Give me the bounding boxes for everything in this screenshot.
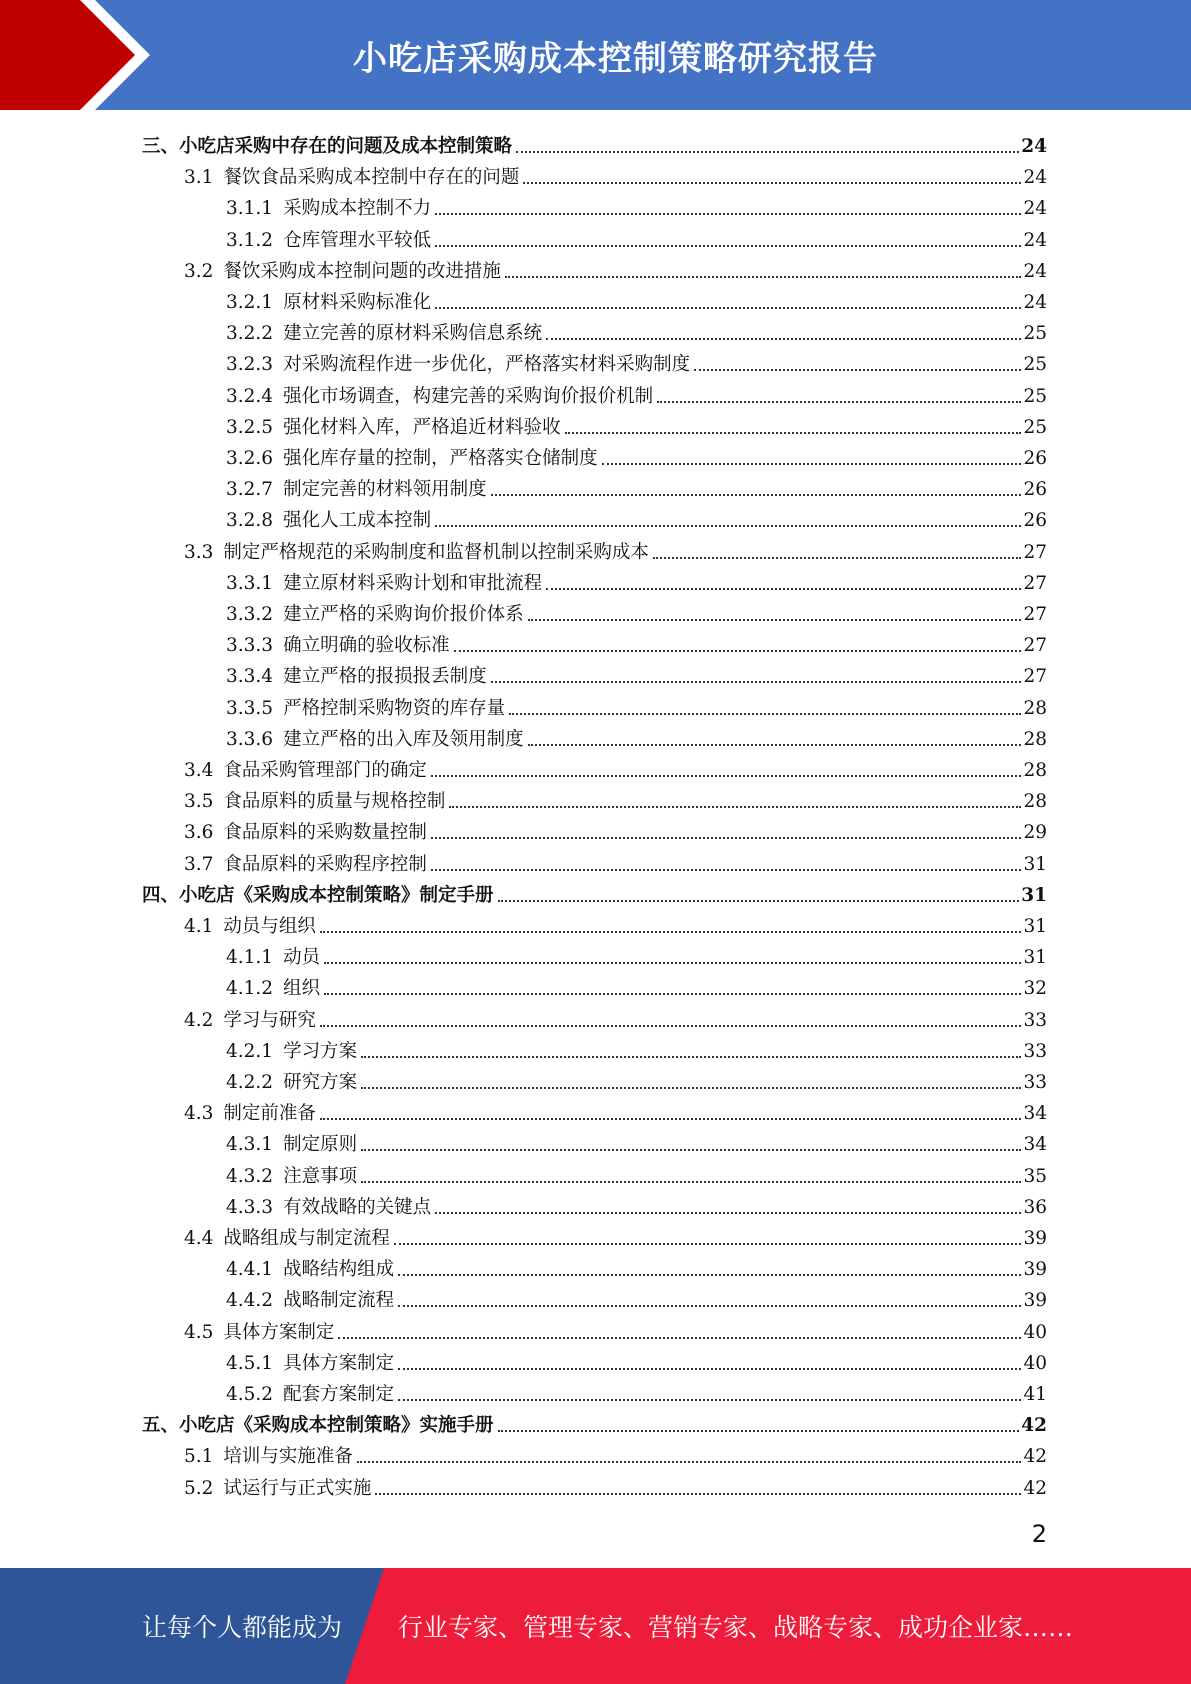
toc-entry-number: 3.2 [184,260,214,282]
toc-entry-number: 4.4.1 [226,1259,274,1281]
toc-entry-number: 3.2.3 [226,354,274,376]
toc-entry[interactable] [0,1314,1191,1345]
toc-entry-title: 强化材料入库，严格追近材料验收 [283,416,561,438]
toc-dot-leader [435,525,1021,527]
toc-dot-leader [516,151,1019,153]
toc-dot-leader [324,993,1021,995]
toc-entry-page: 34 [1023,1134,1047,1156]
toc-entry-page: 28 [1023,760,1047,781]
toc-entry-page: 32 [1023,978,1047,1000]
toc-entry[interactable] [0,1095,1191,1126]
toc-entry-page: 28 [1023,791,1047,813]
toc-dot-leader [431,869,1022,871]
toc-entry-page: 42 [1023,1446,1047,1468]
toc-dot-leader [602,463,1022,465]
toc-entry-title: 配套方案制定 [283,1384,395,1405]
page-title: 小吃店采购成本控制策略研究报告 [353,38,878,79]
toc-entry[interactable] [0,409,1191,440]
toc-entry-page: 29 [1023,822,1047,844]
toc-entry[interactable] [0,939,1191,970]
toc-entry-page: 36 [1023,1196,1047,1218]
footer-slogan-right: 行业专家、管理专家、营销专家、战略专家、成功企业家…… [398,1613,1074,1642]
toc-entry-number: 3.5 [184,791,214,813]
toc-dot-leader [491,681,1022,683]
toc-entry-number: 3.2.2 [226,323,274,345]
toc-entry[interactable] [0,190,1191,221]
toc-dot-leader [528,619,1022,621]
toc-entry[interactable] [0,658,1191,689]
footer-slogan-left: 让每个人都能成为 [142,1613,343,1642]
toc-entry[interactable] [0,721,1191,752]
toc-dot-leader [398,1305,1021,1307]
toc-dot-leader [546,338,1021,340]
toc-entry-title: 确立明确的验收标准 [283,635,450,657]
toc-entry-title: 食品原料的采购程序控制 [223,853,427,875]
toc-entry-title: 食品原料的采购数量控制 [223,822,427,844]
toc-entry[interactable] [0,128,1191,159]
toc-entry-page: 33 [1023,1040,1047,1062]
toc-entry-number: 4.4.2 [226,1290,274,1312]
toc-entry-title: 注意事项 [283,1165,358,1187]
toc-entry-page: 27 [1023,572,1047,594]
toc-entry-title: 制定前准备 [223,1103,316,1125]
toc-entry-page: 35 [1023,1165,1047,1187]
toc-dot-leader [361,1149,1021,1151]
toc-dot-leader [320,1025,1022,1027]
toc-entry-number: 4.1.2 [226,978,274,1000]
toc-entry-title: 采购成本控制不力 [283,198,432,220]
toc-dot-leader [431,775,1022,777]
toc-entry[interactable] [0,596,1191,627]
toc-entry-title: 对采购流程作进一步优化，严格落实材料采购制度 [283,354,691,376]
toc-entry-title: 强化库存量的控制，严格落实仓储制度 [283,448,598,469]
toc-dot-leader [320,1118,1022,1120]
toc-entry-title: 三、小吃店采购中存在的问题及成本控制策略 [142,136,513,157]
toc-entry-number: 4.5.1 [226,1352,274,1374]
toc-entry[interactable] [0,471,1191,502]
toc-dot-leader [694,369,1021,371]
toc-entry-number: 3.1.2 [226,229,274,251]
toc-entry-title: 强化市场调查，构建完善的采购询价报价机制 [283,385,654,407]
toc-entry-title: 建立严格的采购询价报价体系 [283,604,524,625]
toc-entry-page: 31 [1021,884,1047,906]
toc-entry-number: 3.3.6 [226,728,274,750]
toc-entry[interactable] [0,1282,1191,1313]
toc-entry-title: 动员 [283,947,321,969]
toc-entry[interactable] [0,440,1191,471]
toc-entry-title: 研究方案 [283,1072,358,1093]
page-number: 2 [1031,1520,1047,1548]
toc-entry-title: 强化人工成本控制 [283,510,432,532]
toc-dot-leader [657,401,1021,403]
toc-entry-number: 4.5 [184,1321,214,1343]
toc-entry-title: 具体方案制定 [223,1321,335,1343]
toc-entry[interactable] [0,378,1191,409]
toc-entry-page: 28 [1023,697,1047,719]
toc-entry[interactable] [0,1002,1191,1033]
toc-entry-number: 3.2.8 [226,510,274,532]
toc-entry-page: 39 [1023,1228,1047,1249]
toc-dot-leader [435,245,1021,247]
toc-entry-page: 31 [1023,853,1047,875]
toc-entry[interactable] [0,970,1191,1001]
toc-entry-page: 25 [1023,354,1047,376]
toc-entry-page: 25 [1023,416,1047,438]
toc-dot-leader [324,962,1021,964]
toc-entry[interactable] [0,315,1191,346]
toc-dot-leader [398,1399,1021,1401]
toc-entry-number: 4.3.1 [226,1134,274,1156]
toc-entry-title: 培训与实施准备 [223,1446,353,1468]
toc-dot-leader [375,1493,1021,1495]
toc-entry-title: 建立原材料采购计划和审批流程 [283,572,543,594]
toc-dot-leader [491,494,1022,496]
toc-entry-page: 25 [1023,323,1047,345]
toc-entry-page: 25 [1023,385,1047,407]
toc-dot-leader [435,1212,1021,1214]
toc-entry-page: 27 [1023,666,1047,688]
toc-dot-leader [546,588,1021,590]
toc-entry-number: 3.2.7 [226,479,274,501]
toc-dot-leader [505,276,1022,278]
toc-entry-page: 39 [1023,1259,1047,1281]
toc-entry-title: 食品采购管理部门的确定 [223,760,427,781]
toc-entry-number: 3.6 [184,822,214,844]
toc-dot-leader [357,1461,1022,1463]
toc-entry-number: 5.2 [184,1477,214,1499]
toc-dot-leader [498,1430,1020,1432]
toc-entry-title: 严格控制采购物资的库存量 [283,697,506,719]
toc-entry[interactable] [0,1158,1191,1189]
header-arrow-decoration [0,0,160,110]
toc-entry[interactable] [0,346,1191,377]
toc-entry-number: 4.3.2 [226,1165,274,1187]
toc-entry[interactable] [0,1220,1191,1251]
toc-entry-number: 4.3 [184,1103,214,1125]
toc-entry-title: 学习方案 [283,1040,358,1062]
toc-entry[interactable] [0,222,1191,253]
toc-dot-leader [565,432,1022,434]
toc-entry[interactable] [0,1376,1191,1407]
toc-entry[interactable] [0,253,1191,284]
toc-entry-page: 41 [1023,1384,1047,1405]
toc-entry-page: 24 [1023,198,1047,220]
toc-entry-number: 4.2.1 [226,1040,274,1062]
toc-entry[interactable] [0,846,1191,877]
toc-entry-page: 27 [1023,541,1047,563]
toc-entry-page: 33 [1023,1072,1047,1093]
toc-entry-title: 建立严格的报损报丢制度 [283,666,487,688]
toc-entry-page: 42 [1023,1477,1047,1499]
toc-entry-title: 学习与研究 [223,1009,316,1031]
toc-entry-page: 27 [1023,635,1047,657]
toc-entry[interactable] [0,565,1191,596]
toc-dot-leader [509,713,1021,715]
toc-entry[interactable] [0,752,1191,783]
toc-entry-title: 四、小吃店《采购成本控制策略》制定手册 [142,884,494,906]
toc-entry[interactable] [0,1438,1191,1469]
toc-entry[interactable] [0,159,1191,190]
toc-entry-page: 40 [1023,1352,1047,1374]
toc-entry-title: 试运行与正式实施 [223,1477,372,1499]
toc-entry-number: 3.7 [184,853,214,875]
toc-dot-leader [498,900,1020,902]
toc-dot-leader [653,557,1022,559]
toc-entry-number: 4.2 [184,1009,214,1031]
toc-entry-title: 五、小吃店《采购成本控制策略》实施手册 [142,1415,494,1437]
toc-entry[interactable] [0,1407,1191,1438]
toc-entry-page: 26 [1023,448,1047,469]
toc-dot-leader [435,213,1021,215]
toc-entry-title: 动员与组织 [223,916,316,937]
toc-entry-number: 4.5.2 [226,1384,274,1405]
toc-dot-leader [361,1056,1021,1058]
toc-entry[interactable] [0,534,1191,565]
toc-entry-page: 34 [1023,1103,1047,1125]
toc-entry-page: 24 [1023,229,1047,251]
toc-entry-number: 3.3.3 [226,635,274,657]
toc-entry-number: 3.3.5 [226,697,274,719]
toc-dot-leader [435,307,1021,309]
toc-entry[interactable] [0,908,1191,939]
toc-entry[interactable] [0,783,1191,814]
page-footer [0,1568,1191,1684]
toc-entry-number: 3.3.1 [226,572,274,594]
toc-dot-leader [394,1243,1022,1245]
toc-entry[interactable] [0,1033,1191,1064]
toc-entry-page: 24 [1023,167,1047,189]
toc-entry-title: 有效战略的关键点 [283,1196,432,1218]
toc-entry[interactable] [0,690,1191,721]
toc-entry-page: 24 [1023,260,1047,282]
toc-entry-title: 餐饮采购成本控制问题的改进措施 [223,260,501,282]
toc-entry-number: 3.3.2 [226,604,274,625]
toc-entry-title: 战略结构组成 [283,1259,395,1281]
toc-entry-title: 制定原则 [283,1134,358,1156]
toc-dot-leader [361,1087,1021,1089]
toc-entry[interactable] [0,1470,1191,1501]
toc-entry-page: 27 [1023,604,1047,625]
toc-dot-leader [398,1274,1021,1276]
toc-entry-page: 31 [1023,916,1047,937]
toc-entry-page: 24 [1021,136,1047,157]
toc-entry-number: 3.4 [184,760,214,781]
toc-entry-title: 原材料采购标准化 [283,292,432,313]
toc-entry-title: 仓库管理水平较低 [283,229,432,251]
toc-entry[interactable] [0,814,1191,845]
toc-entry[interactable] [0,502,1191,533]
toc-dot-leader [338,1337,1021,1339]
toc-entry-number: 4.4 [184,1228,214,1249]
page-header [0,0,1191,110]
toc-entry-number: 5.1 [184,1446,214,1468]
toc-entry-page: 24 [1023,292,1047,313]
toc-entry-number: 4.1 [184,916,214,937]
toc-entry-title: 建立严格的出入库及领用制度 [283,728,524,750]
toc-entry-page: 26 [1023,510,1047,532]
toc-entry[interactable] [0,1189,1191,1220]
toc-entry-title: 战略制定流程 [283,1290,395,1312]
toc-dot-leader [320,931,1022,933]
toc-entry[interactable] [0,1064,1191,1095]
toc-entry-page: 39 [1023,1290,1047,1312]
toc-entry-title: 具体方案制定 [283,1352,395,1374]
toc-entry-page: 28 [1023,728,1047,750]
toc-entry-page: 31 [1023,947,1047,969]
toc-entry-page: 26 [1023,479,1047,501]
toc-dot-leader [361,1181,1021,1183]
toc-entry[interactable] [0,1126,1191,1157]
toc-dot-leader [398,1368,1021,1370]
toc-entry-number: 3.2.6 [226,448,274,469]
toc-entry-title: 组织 [283,978,321,1000]
toc-entry-number: 4.2.2 [226,1072,274,1093]
toc-entry-number: 3.2.4 [226,385,274,407]
toc-dot-leader [528,744,1022,746]
toc-dot-leader [523,182,1021,184]
toc-entry[interactable] [0,284,1191,315]
toc-entry-page: 33 [1023,1009,1047,1031]
toc-entry[interactable] [0,1345,1191,1376]
toc-dot-leader [449,806,1021,808]
toc-entry-title: 战略组成与制定流程 [223,1228,390,1249]
toc-dot-leader [431,837,1022,839]
toc-entry-number: 3.3.4 [226,666,274,688]
toc-entry-number: 4.1.1 [226,947,274,969]
toc-entry-number: 3.1.1 [226,198,274,220]
toc-entry-page: 40 [1023,1321,1047,1343]
toc-entry-page: 42 [1021,1415,1047,1437]
toc-entry-number: 3.3 [184,541,214,563]
toc-entry[interactable] [0,627,1191,658]
toc-entry-title: 食品原料的质量与规格控制 [223,791,446,813]
toc-entry-number: 3.2.1 [226,292,274,313]
toc-entry-number: 3.1 [184,167,214,189]
toc-entry-number: 3.2.5 [226,416,274,438]
toc-entry-title: 建立完善的原材料采购信息系统 [283,323,543,345]
toc-entry-title: 制定完善的材料领用制度 [283,479,487,501]
toc-entry-number: 4.3.3 [226,1196,274,1218]
toc-dot-leader [454,650,1022,652]
toc-entry-title: 餐饮食品采购成本控制中存在的问题 [223,167,520,189]
toc-entry-title: 制定严格规范的采购制度和监督机制以控制采购成本 [223,541,649,563]
toc-entry[interactable] [0,1251,1191,1282]
toc-entry[interactable] [0,877,1191,908]
